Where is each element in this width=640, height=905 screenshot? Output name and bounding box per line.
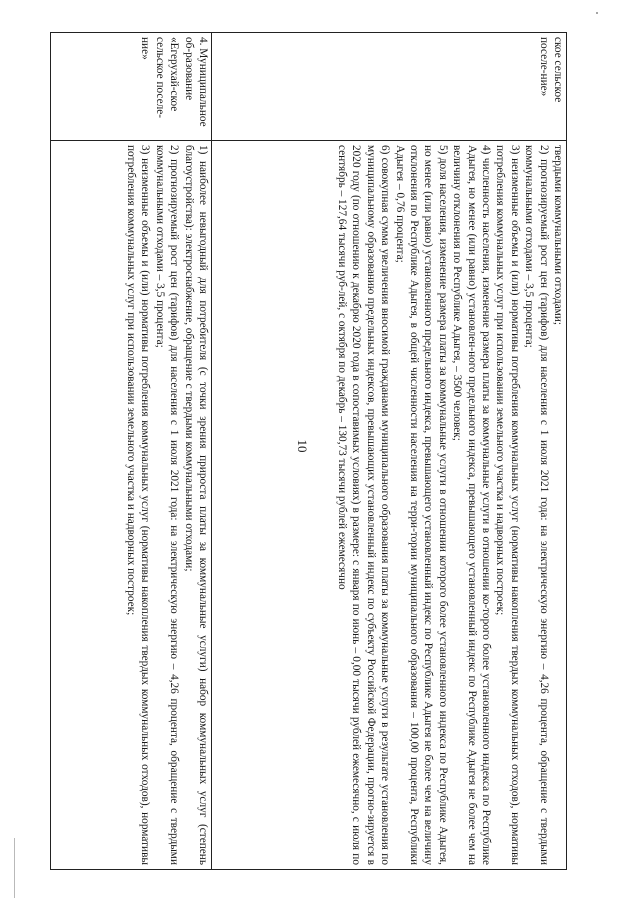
condition-paragraph: 3) неизменные объемы и (или) нормативы потребления коммунальных услуг (нормативы накопления твердых коммунальных отходов), нормативы потребления коммунальных услуг при использовании земельного участка и надворных построек; [124, 145, 152, 865]
condition-paragraph: 6) совокупная сумма увеличения вносимой гражданами муниципального образования платы за коммунальные услуги в результате установления по муниципальному образованию предельных индексов, превышающих установленный индекс по субъекту Российской Федерации, прогно-зируется в 2020 году (по отношению к декабрю 2020 года в сопоставимых условиях) в размере: с января по июнь – 0,00 тысячи рублей ежемесячно, с июля по сентябрь – 127,64 тысячи руб-лей, с октября по декабрь – 130,73 тысячи рублей ежемесячно [335, 145, 392, 865]
condition-paragraph: 2) прогнозируемый рост цен (тарифов) для населения с 1 июля 2021 года: на электрическую энергию – 4,26 процента, обращение с твердыми коммунальными отходами – 3,5 процента; [523, 145, 550, 865]
condition-paragraph: 3) неизменные объемы и (или) нормативы потребления коммунальных услуг (нормативы накопления твердых коммунальных отходов), нормативы потребления коммунальных услуг при использовании земельного участка и надворных построек; [494, 145, 521, 865]
rotated-table-sheet [50, 32, 567, 870]
municipality-name-cell: 4. Муниципальное об-разование «Егерухай-ское сельское поселе-ние» [51, 33, 212, 141]
conditions-cell [212, 141, 567, 870]
conditions-cell [51, 141, 212, 870]
condition-paragraph: 4) численность населения, изменение размера платы за коммунальные услуги в отношении ко-торого более установленного индекса по Республике Адыгея, но менее (или равно) установлен-ного предельного индекса, превышающего установленный индекс по Республике Адыгея не более чем на величину отклонения по Республике Адыгея, – 3500 человек; [451, 145, 492, 865]
scan-speck [596, 12, 598, 14]
condition-paragraph: 5) доля населения, изменение размера платы за коммунальные услуги в отношении которого более установленного индекса по Республике Адыгея, но менее (или равно) установленного предельного индекса, превышающего установленный индекс по Республике Адыгея не более чем на величину отклонения по Республике Адыгея, в общей численности населения на терри-тории муниципального образования – 100,00 процента, Республики Адыгея – 0,76 процента; [393, 145, 449, 865]
condition-paragraph: твердыми коммунальными отходами; [552, 145, 564, 326]
scan-fold-mark [14, 838, 15, 898]
table-row [212, 33, 567, 870]
condition-paragraph: 1) наиболее невыгодный для потребителя (с точки зрения прироста платы за коммунальные услуги) набор коммунальных услуг (степень благоустройства): электроснабжение, обращение с твердыми коммунальными отходами; [182, 145, 209, 865]
table-row [51, 33, 212, 870]
indices-table [50, 32, 567, 870]
page-number: 10 [295, 439, 310, 453]
municipality-name-cell: ское сельское поселе-ние» [212, 33, 567, 141]
condition-paragraph: 2) прогнозируемый рост цен (тарифов) для населения с 1 июля 2021 года: на электрическую энергию – 4,26 процента, обращение с твердыми коммунальными отходами – 3,5 процента; [153, 145, 181, 865]
